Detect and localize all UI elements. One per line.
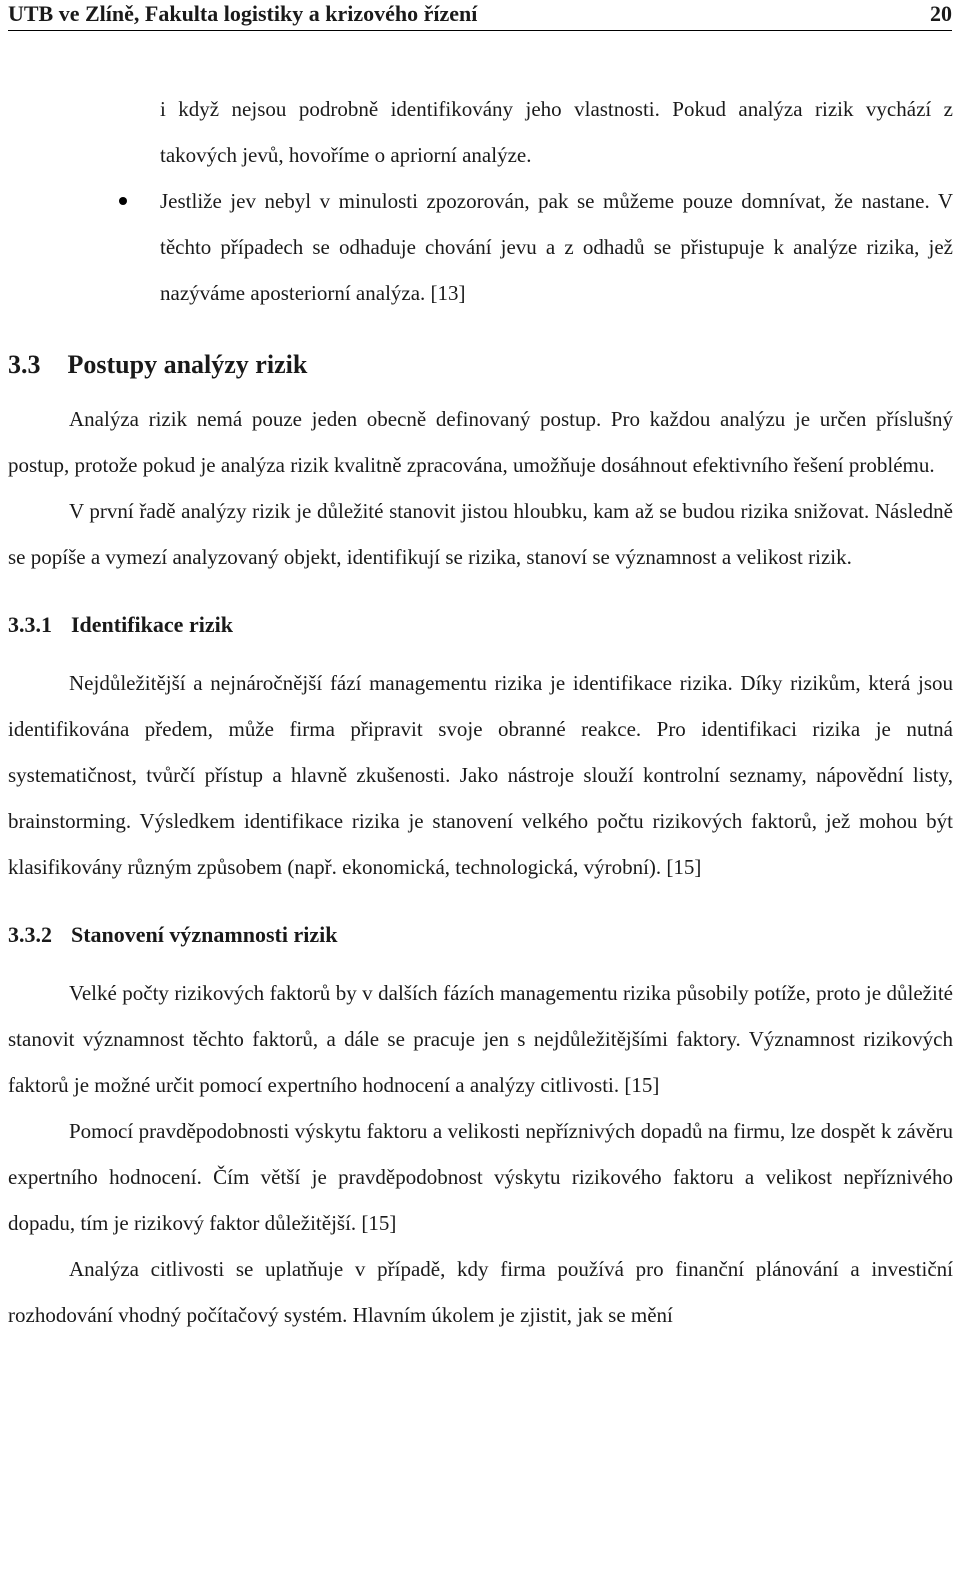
page-content — [8, 86, 953, 1338]
paragraph: Analýza citlivosti se uplatňuje v případě, kdy firma používá pro finanční plánování a investiční rozhodování vhodný počítačový systém. Hlavním úkolem je zjistit, jak se mění — [8, 1257, 953, 1327]
page-header — [8, 0, 952, 31]
section-title: Postupy analýzy rizik — [67, 350, 308, 379]
section-title: Stanovení významnosti rizik — [71, 922, 338, 947]
section-heading-3-3 — [8, 348, 953, 382]
page-number: 20 — [930, 1, 952, 26]
paragraph: Velké počty rizikových faktorů by v dalších fázích managementu rizika působily potíže, proto je důležité stanovit významnost těchto faktorů, a dále se pracuje jen s nejdůležitějšími faktory. Významnost rizikových faktorů je možné určit pomocí expertního hodnocení a analýzy citlivosti. [15] — [8, 981, 953, 1097]
list-item-text: Jestliže jev nebyl v minulosti zpozorován, pak se můžeme pouze domnívat, že nastane. V těchto případech se odhaduje chování jevu a z odhadů se přistupuje k analýze rizika, jež nazýváme aposteriorní analýza. [13] — [160, 189, 953, 305]
section-number: 3.3.1 — [8, 612, 52, 637]
paragraph: Nejdůležitější a nejnáročnější fází managementu rizika je identifikace rizika. Díky rizikům, která jsou identifikována předem, může firma připravit svoje obranné reakce. Pro identifikaci rizika je nutná systematičnost, tvůrčí přístup a hlavně zkušenosti. Jako nástroje slouží kontrolní seznamy, nápovědní listy, brainstorming. Výsledkem identifikace rizika je stanovení velkého počtu rizikových faktorů, jež mohou být klasifikovány různým způsobem (např. ekonomická, technologická, výrobní). [15] — [8, 671, 953, 879]
bullet-list — [8, 86, 953, 316]
section-title: Identifikace rizik — [71, 612, 233, 637]
bullet-icon — [119, 197, 127, 205]
list-item — [8, 178, 953, 316]
header-title: UTB ve Zlíně, Fakulta logistiky a krizového řízení — [8, 1, 478, 26]
paragraph: Pomocí pravděpodobnosti výskytu faktoru a velikosti nepříznivých dopadů na firmu, lze dospět k závěru expertního hodnocení. Čím větší je pravděpodobnost výskytu rizikového faktoru a velikost nepříznivého dopadu, tím je rizikový faktor důležitější. [15] — [8, 1119, 953, 1235]
paragraph: Analýza rizik nemá pouze jeden obecně definovaný postup. Pro každou analýzu je určen příslušný postup, protože pokud je analýza rizik kvalitně zpracována, umožňuje dosáhnout efektivního řešení problému. — [8, 407, 953, 477]
paragraph: V první řadě analýzy rizik je důležité stanovit jistou hloubku, kam až se budou rizika snižovat. Následně se popíše a vymezí analyzovaný objekt, identifikují se rizika, stanoví se významnost a velikost rizik. — [8, 499, 953, 569]
section-number: 3.3.2 — [8, 922, 52, 947]
section-number: 3.3 — [8, 350, 41, 379]
list-item-continued — [8, 86, 953, 178]
section-heading-3-3-1 — [8, 610, 953, 640]
list-item-text: i když nejsou podrobně identifikovány jeho vlastnosti. Pokud analýza rizik vychází z takových jevů, hovoříme o apriorní analýze. — [160, 97, 953, 167]
section-heading-3-3-2 — [8, 920, 953, 950]
